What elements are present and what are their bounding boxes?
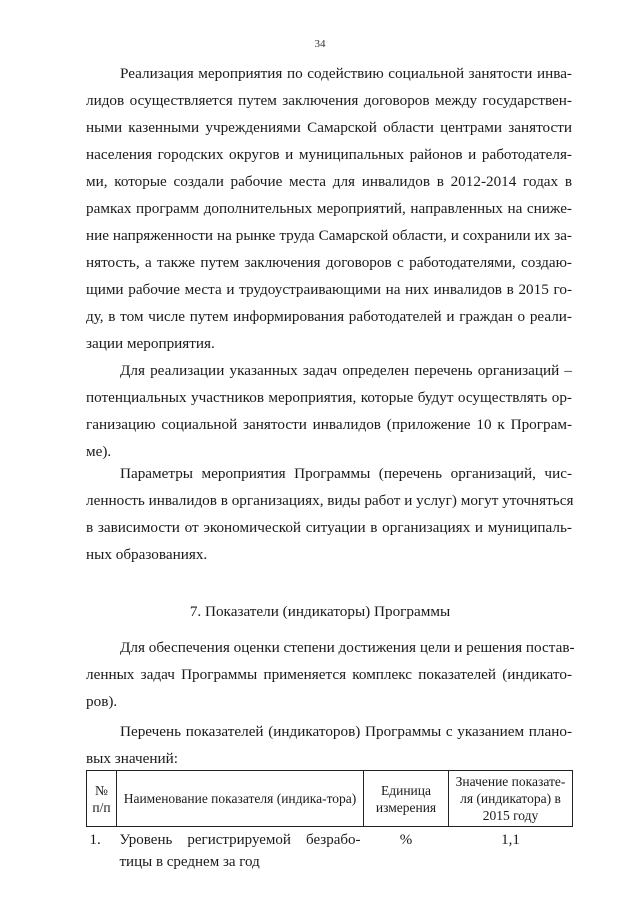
text-line: ние напряженности на рынке труда Самарской области, и сохранили их за- xyxy=(86,227,572,244)
cell-value: 1,1 xyxy=(501,832,520,848)
page-number: 34 xyxy=(314,38,326,50)
table-header-row xyxy=(87,771,573,827)
header-indicator-name: Наименование показателя (индика-тора) xyxy=(117,771,364,827)
text-line: ленность инвалидов в организациях, виды работ и услуг) могут уточняться xyxy=(86,492,574,509)
text-line: ду, в том числе путем информирования работодателей и граждан о реали- xyxy=(86,308,572,325)
paragraph-assessment xyxy=(86,634,575,715)
text-line: Для реализации указанных задач определен перечень организаций – xyxy=(120,362,572,379)
text-line: ганизацию социальной занятости инвалидов (приложение 10 к Програм- xyxy=(86,416,572,433)
text-line: лидов осуществляется путем заключения договоров между государствен- xyxy=(86,92,572,109)
paragraph-implementation xyxy=(86,60,572,357)
section-heading: 7. Показатели (индикаторы) Программы xyxy=(189,603,451,620)
cell-text-line: тицы в среднем за год xyxy=(119,854,260,870)
text-line: в зависимости от экономической ситуации в организациях и муниципаль- xyxy=(86,519,572,536)
text-line: ленных задач Программы применяется комплекс показателей (индикато- xyxy=(86,666,572,683)
text-line: ных образованиях. xyxy=(86,546,208,563)
text-line: Параметры мероприятия Программы (перечень организаций, чис- xyxy=(120,465,572,482)
text-line: Перечень показателей (индикаторов) Программы с указанием плано- xyxy=(120,723,572,740)
text-line: рамках программ дополнительных мероприятий, направленных на сниже- xyxy=(86,200,572,217)
cell-indicator-name xyxy=(117,827,364,876)
header-value-2015: Значение показате-ля (индикатора) в 2015 году xyxy=(449,771,573,827)
text-line: зации мероприятия. xyxy=(86,335,215,352)
text-line: ров). xyxy=(86,693,118,710)
text-line: потенциальных участников мероприятия, которые будут осуществлять ор- xyxy=(86,389,572,406)
text-line: ми, которые создали рабочие места для инвалидов в 2012-2014 годах в xyxy=(86,173,572,190)
text-line: Для обеспечения оценки степени достижения цели и решения постав- xyxy=(120,639,575,656)
text-line: вых значений: xyxy=(86,750,179,767)
text-line: ме). xyxy=(86,443,112,460)
cell-number: 1. xyxy=(89,832,101,848)
text-line: нятость, а также путем заключения договоров с работодателями, создаю- xyxy=(86,254,572,271)
header-number: № п/п xyxy=(87,771,117,827)
cell-text-line: Уровень регистрируемой безрабо- xyxy=(119,832,361,848)
paragraph-organizations xyxy=(86,357,572,465)
text-line: населения городских округов и муниципальных районов и работодателя- xyxy=(86,146,572,163)
table-row xyxy=(87,827,573,876)
paragraph-indicator-list xyxy=(86,718,572,772)
header-unit: Единица измерения xyxy=(364,771,449,827)
text-line: Реализация мероприятия по содействию социальной занятости инва- xyxy=(120,65,572,82)
cell-unit: % xyxy=(399,832,413,848)
paragraph-parameters xyxy=(86,460,572,568)
text-line: щими рабочие места и трудоустраивающими на них инвалидов в 2015 го- xyxy=(86,281,572,298)
indicators-table xyxy=(86,770,573,875)
text-line: ными казенными учреждениями Самарской области центрами занятости xyxy=(86,119,572,136)
